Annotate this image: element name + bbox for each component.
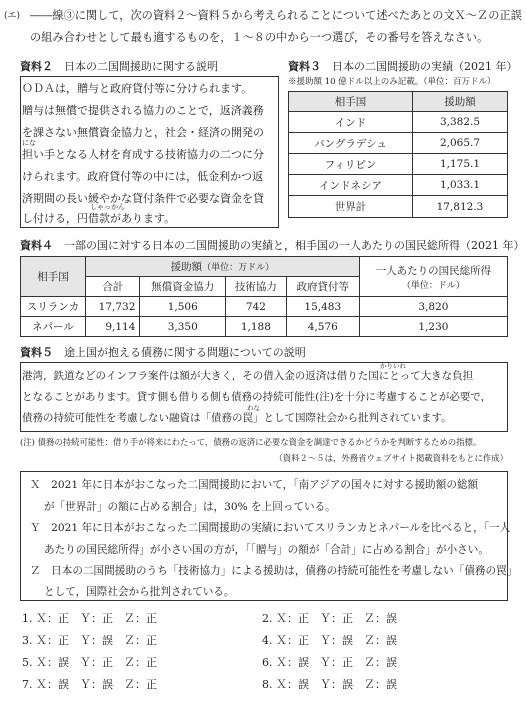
statement-x-line-2: が「世界計」の額に占める割合」は，30% を上回っている。 bbox=[44, 501, 336, 513]
doc4-cell: 9,114 bbox=[86, 317, 140, 337]
doc3-cell: バングラデシュ bbox=[289, 133, 413, 154]
choice-7[interactable]: 7. Ｘ：誤 Ｙ：誤 Ｚ：正 bbox=[22, 678, 157, 691]
statement-y-line-2: あたりの国民総所得」が小さい国の方が，「「贈与」の額が「合計」に占める割合」が小さい。 bbox=[44, 544, 489, 556]
doc4-cell: 17,732 bbox=[86, 297, 140, 317]
doc4-subheader-total: 合計 bbox=[86, 277, 140, 297]
doc2-line-6: 済期間の長い緩やかな貸付条件で必要な資金を貸 bbox=[22, 192, 264, 205]
table-row bbox=[21, 317, 508, 337]
doc3-cell: 3,382.5 bbox=[413, 112, 508, 133]
doc4-cell: 4,576 bbox=[286, 317, 359, 337]
statement-z-line-2: として，国際社会から批判されている。 bbox=[44, 586, 235, 598]
doc5-line-2: となることがあります。貸す側も借りる側も債務の持続可能性(注)を十分に考慮することが必要で， bbox=[22, 391, 492, 403]
doc3-note: ※援助額 10 億ドル以上のみ記載。（単位：百万ドル） bbox=[288, 77, 496, 87]
doc4-heading bbox=[20, 240, 525, 251]
doc4-title: 一部の国に対する日本の二国間援助の実績と，相手国の一人あたりの国民総所得（2021 年） bbox=[64, 239, 525, 252]
doc2-line-4: 担い手となる人材を育成する技術協力の二つに分 bbox=[22, 148, 264, 161]
doc4-header-aid-unit: （単位：万ドル） bbox=[202, 263, 275, 273]
doc5-line-3: 債務の持続可能性を考慮しない融資は「債務の罠」として国際社会から批判されています。 bbox=[22, 412, 452, 424]
choice-5[interactable]: 5. Ｘ：誤 Ｙ：正 Ｚ：正 bbox=[22, 656, 157, 669]
doc3-cell: 2,065.7 bbox=[413, 133, 508, 154]
table-row bbox=[289, 112, 508, 133]
doc4-cell: スリランカ bbox=[21, 297, 86, 317]
doc4-table bbox=[20, 256, 508, 337]
doc2-ruby-ninai: にな bbox=[22, 139, 36, 147]
choice-1[interactable]: 1. Ｘ：正 Ｙ：正 Ｚ：正 bbox=[22, 612, 157, 625]
doc5-ruby-kariire: かりいれ bbox=[380, 362, 406, 370]
doc2-ruby-shakkan: しゃっかん bbox=[90, 203, 125, 211]
table-row bbox=[289, 175, 508, 196]
table-row bbox=[289, 133, 508, 154]
doc4-header-aid-label: 援助額 bbox=[170, 261, 203, 273]
statement-y-line-1: Ｙ 2021 年に日本がおこなった二国間援助の実績においてスリランカとネパールを比べると，「一人 bbox=[30, 522, 511, 534]
doc4-cell: 1,506 bbox=[140, 297, 226, 317]
doc5-ruby-wana: わな bbox=[247, 404, 260, 412]
doc3-cell: 世界計 bbox=[289, 196, 413, 218]
statement-x-line-1: Ｘ 2021 年に日本がおこなった二国間援助において，「南アジアの国々に対する援助額の総額 bbox=[30, 479, 479, 491]
doc4-header-aid bbox=[86, 257, 360, 277]
choice-8[interactable]: 8. Ｘ：誤 Ｙ：誤 Ｚ：誤 bbox=[262, 678, 397, 691]
doc2-heading bbox=[20, 61, 218, 72]
doc3-title: 日本の二国間援助の実績（2021 年） bbox=[332, 60, 518, 73]
doc4-cell: 1,230 bbox=[359, 317, 507, 337]
doc3-label: 資料３ bbox=[288, 60, 321, 73]
table-row bbox=[21, 297, 508, 317]
doc2-line-3: を課さない無償資金協力と，社会・経済の開発の bbox=[22, 126, 264, 139]
doc2-line-7: し付ける，円借款があります。 bbox=[22, 212, 176, 225]
source-note: （資料２～５は，外務省ウェブサイト掲載資料をもとに作成） bbox=[274, 453, 508, 463]
doc4-subheader-loan: 政府貸付等 bbox=[286, 277, 359, 297]
doc3-cell: インドネシア bbox=[289, 175, 413, 196]
doc4-header-country: 相手国 bbox=[21, 257, 86, 297]
doc2-title: 日本の二国間援助に関する説明 bbox=[64, 60, 218, 73]
question-line-1: ――線③に関して，次の資料２～資料５から考えられることについて述べたあとの文Ｘ～Ｚの正誤 bbox=[30, 9, 522, 22]
doc5-footnote: (注) 債務の持続可能性：借り手が将来にわたって，債務の返済に必要な資金を調達できるかどうかを判断するための指標。 bbox=[20, 437, 482, 447]
doc5-line-1: 港湾，鉄道などのインフラ案件は額が大きく，その借入金の返済は借りた国にとって大きな負担 bbox=[22, 370, 474, 382]
doc4-subheader-tech: 技術協力 bbox=[226, 277, 287, 297]
choice-4[interactable]: 4. Ｘ：正 Ｙ：誤 Ｚ：誤 bbox=[262, 634, 397, 647]
doc4-cell: 3,350 bbox=[140, 317, 226, 337]
doc3-cell: 17,812.3 bbox=[413, 196, 508, 218]
doc5-title: 途上国が抱える債務に関する問題についての説明 bbox=[64, 346, 306, 359]
doc4-header-gni bbox=[359, 257, 507, 297]
doc5-heading bbox=[20, 347, 306, 358]
doc4-cell: 3,820 bbox=[359, 297, 507, 317]
choice-2[interactable]: 2. Ｘ：正 Ｙ：正 Ｚ：誤 bbox=[262, 612, 397, 625]
doc3-cell: フィリピン bbox=[289, 154, 413, 175]
statement-z-line-1: Ｚ 日本の二国間援助のうち「技術協力」による援助は，債務の持続可能性を考慮しない「債務の罠」 bbox=[30, 565, 518, 577]
doc3-cell: インド bbox=[289, 112, 413, 133]
doc4-header-gni-label: 一人あたりの国民総所得 bbox=[375, 264, 492, 277]
doc2-label: 資料２ bbox=[20, 60, 53, 73]
doc3-header-amount: 援助額 bbox=[413, 92, 508, 112]
doc4-cell: 1,188 bbox=[226, 317, 287, 337]
doc2-line-5: けられます。政府貸付等の中には，低金利かつ返 bbox=[22, 170, 264, 183]
doc4-header-gni-unit: （単位：ドル） bbox=[401, 280, 465, 291]
table-row bbox=[289, 154, 508, 175]
doc3-cell: 1,175.1 bbox=[413, 154, 508, 175]
doc3-heading bbox=[288, 61, 518, 72]
doc4-cell: ネパール bbox=[21, 317, 86, 337]
doc4-cell: 15,483 bbox=[286, 297, 359, 317]
doc4-label: 資料４ bbox=[20, 239, 53, 252]
doc3-header-country: 相手国 bbox=[289, 92, 413, 112]
choice-3[interactable]: 3. Ｘ：正 Ｙ：誤 Ｚ：正 bbox=[22, 634, 157, 647]
question-line-2: の組み合わせとして最も適するものを，１～８の中から一つ選び，その番号を答えなさい。 bbox=[30, 31, 489, 44]
question-number: (エ) bbox=[4, 11, 21, 21]
doc4-cell: 742 bbox=[226, 297, 287, 317]
doc2-line-1: ＯＤＡは，贈与と政府貸付等に分けられます。 bbox=[22, 82, 253, 95]
doc4-subheader-grant: 無償資金協力 bbox=[140, 277, 226, 297]
choice-6[interactable]: 6. Ｘ：誤 Ｙ：正 Ｚ：誤 bbox=[262, 656, 397, 669]
doc5-label: 資料５ bbox=[20, 346, 53, 359]
table-row bbox=[289, 196, 508, 218]
doc3-cell: 1,033.1 bbox=[413, 175, 508, 196]
doc3-table bbox=[288, 91, 508, 218]
doc2-line-2: 贈与は無償で提供される協力のことで，返済義務 bbox=[22, 104, 264, 117]
